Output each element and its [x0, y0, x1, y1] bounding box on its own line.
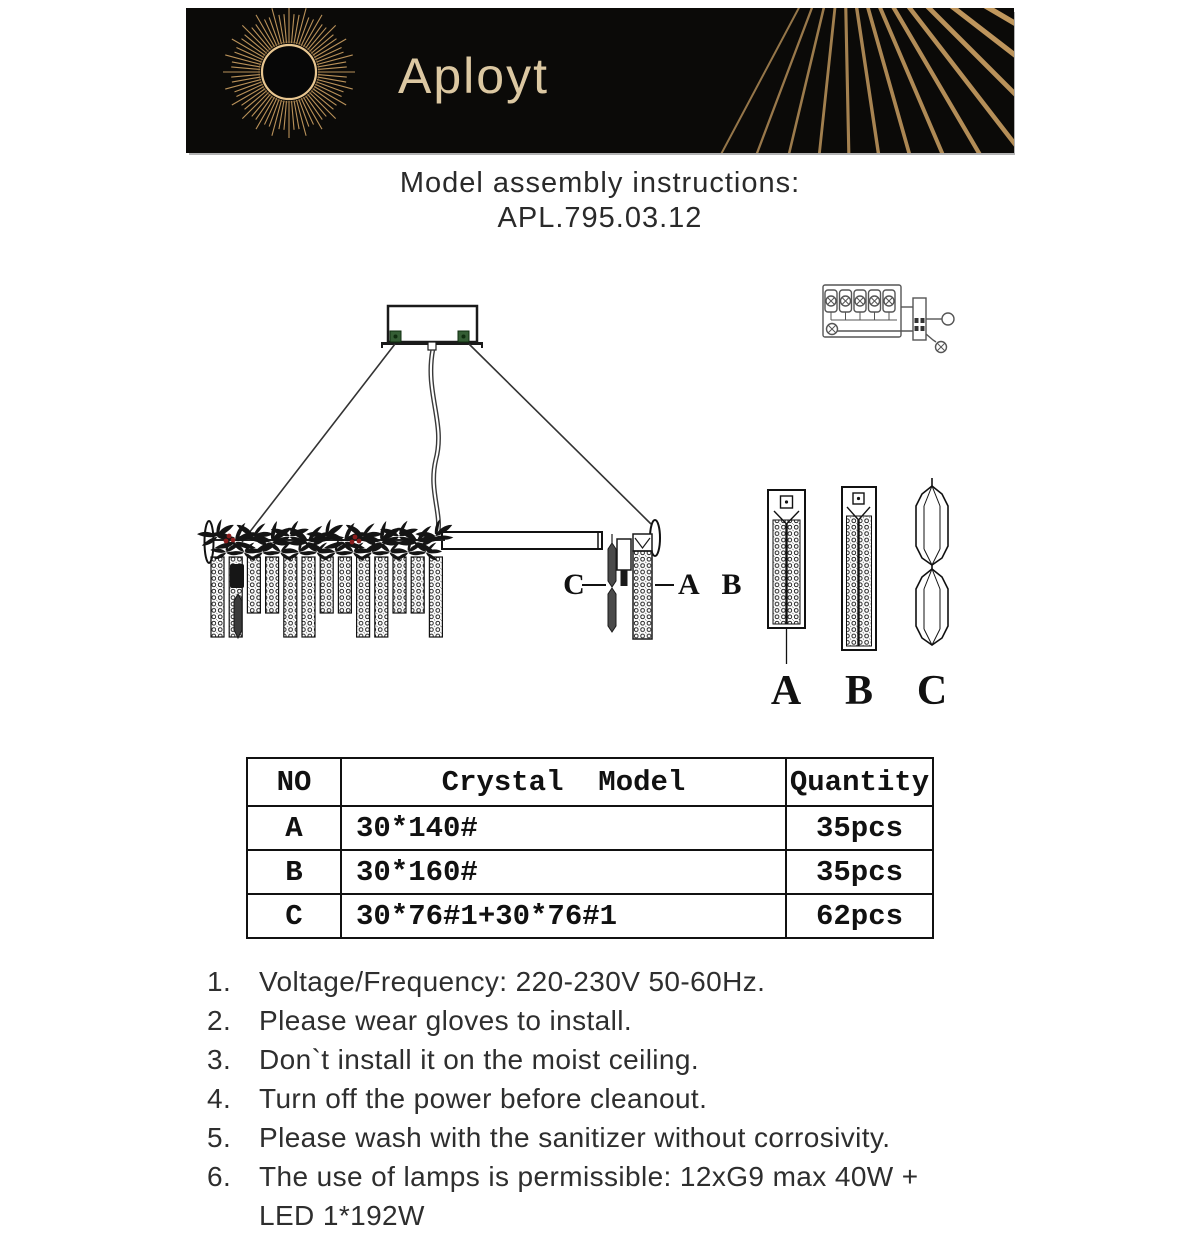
sample-label-c: C [916, 668, 948, 714]
item-number: 5. [207, 1122, 232, 1153]
cell-qty: 35pcs [786, 806, 933, 850]
cell-no: B [247, 850, 341, 894]
sample-crystal-b [842, 487, 876, 650]
pointer-label-c [563, 568, 606, 601]
table-row [247, 894, 933, 938]
item-text: Don`t install it on the moist ceiling. [259, 1044, 700, 1075]
col-header-no: NO [247, 758, 341, 806]
wiring-diagram [823, 285, 954, 353]
sample-crystal-a [768, 490, 805, 664]
crystal-c-pendant [608, 534, 616, 632]
suspension-cables [242, 344, 651, 542]
item-number: 6. [207, 1161, 232, 1192]
suspension-cable-left [242, 344, 395, 542]
cell-qty: 62pcs [786, 894, 933, 938]
cell-no: C [247, 894, 341, 938]
list-item [207, 1157, 963, 1235]
cell-model: 30*140# [341, 806, 786, 850]
sample-label-b: B [844, 668, 874, 714]
cell-model: 30*160# [341, 850, 786, 894]
brand-name: Aployt [398, 48, 549, 104]
item-text: Please wear gloves to install. [259, 1005, 633, 1036]
table-header-row [247, 758, 933, 806]
crystal-strips [211, 557, 442, 637]
model-number: APL.795.03.12 [497, 202, 703, 234]
document-title [0, 166, 1200, 236]
ceiling-canopy [381, 306, 483, 350]
assembly-diagram [185, 268, 1015, 740]
list-item [207, 1118, 963, 1157]
col-header-model: Crystal Model [341, 758, 786, 806]
suspension-cable-right [469, 344, 651, 524]
table-row [247, 850, 933, 894]
cell-no: A [247, 806, 341, 850]
svg-text:A B: A B [678, 568, 750, 601]
list-item [207, 1040, 963, 1079]
item-text: Turn off the power before cleanout. [259, 1083, 708, 1114]
svg-text:C: C [563, 568, 585, 601]
title-line: Model assembly instructions: [399, 167, 801, 199]
power-cord [429, 350, 440, 534]
item-text: The use of lamps is permissible: 12xG9 max 40W + LED 1*192W [259, 1161, 919, 1231]
table-row [247, 806, 933, 850]
decor-rays-icon [684, 8, 1014, 153]
item-number: 2. [207, 1005, 232, 1036]
brand-banner [186, 8, 1014, 153]
item-number: 3. [207, 1044, 232, 1075]
cell-qty: 35pcs [786, 850, 933, 894]
item-number: 1. [207, 966, 232, 997]
parts-table [246, 757, 934, 939]
pointer-label-ab [655, 568, 750, 601]
item-number: 4. [207, 1083, 232, 1114]
crystal-ab-pendant [633, 534, 652, 639]
cell-model: 30*76#1+30*76#1 [341, 894, 786, 938]
item-text: Voltage/Frequency: 220-230V 50-60Hz. [259, 966, 766, 997]
list-item [207, 1079, 963, 1118]
list-item [207, 1001, 963, 1040]
fixture-bar [442, 532, 602, 549]
sample-label-a: A [770, 668, 802, 714]
col-header-qty: Quantity [786, 758, 933, 806]
sample-crystal-c [916, 478, 948, 645]
list-item [207, 962, 963, 1001]
lamp-socket [617, 539, 631, 586]
instruction-list [207, 962, 963, 1235]
item-text: Please wash with the sanitizer without corrosivity. [259, 1122, 891, 1153]
sunburst-logo-icon [214, 8, 364, 152]
